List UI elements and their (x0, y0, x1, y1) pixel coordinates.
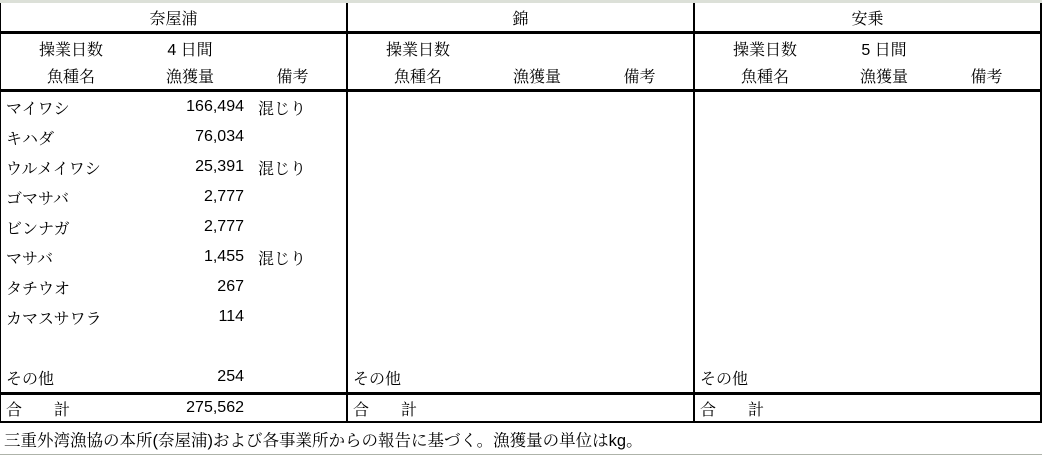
species-header: 魚種名 (393, 69, 442, 86)
species-cell: ビンナガ (6, 220, 70, 238)
remarks-cell (597, 92, 693, 122)
species-cell: カマスサワラ (6, 310, 102, 328)
column-header-row (1, 62, 1042, 92)
species-cell (348, 272, 493, 302)
catch-cell (493, 332, 597, 362)
row-group-cell (348, 242, 695, 272)
table-row (1, 272, 1042, 302)
row-group-cell (1, 92, 348, 122)
catch-cell (840, 152, 944, 182)
remarks-cell (944, 182, 1040, 212)
group-title-nayaura: 奈屋浦 (1, 3, 348, 31)
days-label: 操業日数 (385, 41, 450, 59)
table-row (1, 122, 1042, 152)
row-group-cell (1, 362, 348, 392)
remarks-cell (597, 242, 693, 272)
remarks-cell (250, 362, 346, 392)
species-cell (348, 242, 493, 272)
catch-cell (840, 92, 944, 122)
footer-note: 三重外湾漁協の本所(奈屋浦)および各事業所からの報告に基づく。漁獲量の単位はkg。 (0, 423, 1042, 455)
species-cell (695, 212, 840, 242)
species-header: 魚種名 (46, 69, 95, 86)
row-group-cell (348, 272, 695, 302)
days-label: 操業日数 (732, 41, 797, 59)
total-label: 合 計 (700, 401, 765, 419)
catch-cell (493, 182, 597, 212)
table-row (1, 242, 1042, 272)
row-group-cell (348, 362, 695, 392)
days-spacer (933, 34, 1040, 62)
species-cell (348, 182, 493, 212)
catch-cell (493, 152, 597, 182)
row-group-cell (1, 152, 348, 182)
remarks-cell (944, 212, 1040, 242)
days-value (488, 34, 586, 62)
remarks-cell (597, 212, 693, 242)
catch-cell (840, 122, 944, 152)
remarks-cell (944, 302, 1040, 332)
total-spacer (597, 395, 693, 421)
species-cell: マイワシ (6, 100, 70, 118)
species-cell (1, 332, 146, 362)
remarks-cell: 混じり (258, 100, 307, 118)
days-spacer (586, 34, 693, 62)
catch-cell (840, 302, 944, 332)
species-cell: ウルメイワシ (6, 160, 101, 178)
species-cell (348, 332, 493, 362)
table-row (1, 302, 1042, 332)
remarks-cell (944, 362, 1040, 392)
catch-header: 漁獲量 (512, 69, 561, 86)
days-group-nayaura (1, 34, 348, 62)
remarks-cell (944, 122, 1040, 152)
total-group-nishiki (348, 395, 695, 421)
species-cell: ゴマサバ (6, 190, 70, 208)
remarks-cell (597, 122, 693, 152)
row-group-cell (695, 122, 1042, 152)
total-value (493, 395, 597, 421)
total-spacer (944, 395, 1040, 421)
remarks-cell (250, 212, 346, 242)
row-group-cell (695, 92, 1042, 122)
catch-cell: 76,034 (195, 128, 244, 145)
catch-cell (493, 302, 597, 332)
species-cell: その他 (353, 370, 402, 388)
remarks-header: 備考 (623, 69, 656, 86)
row-group-cell (695, 152, 1042, 182)
catch-cell (493, 362, 597, 392)
catch-cell: 166,494 (186, 98, 244, 115)
catch-cell (840, 272, 944, 302)
catch-cell (493, 92, 597, 122)
row-group-cell (695, 182, 1042, 212)
catch-cell (493, 212, 597, 242)
catch-cell (840, 182, 944, 212)
row-group-cell (695, 362, 1042, 392)
days-value: 4 日間 (167, 41, 213, 59)
remarks-cell (250, 182, 346, 212)
row-group-cell (348, 302, 695, 332)
catch-cell (840, 362, 944, 392)
row-group-cell (348, 332, 695, 362)
days-label: 操業日数 (38, 41, 103, 59)
table-row (1, 212, 1042, 242)
row-group-cell (695, 242, 1042, 272)
row-group-cell (1, 182, 348, 212)
remarks-cell (597, 152, 693, 182)
species-cell: その他 (6, 370, 55, 388)
catch-cell: 254 (217, 368, 244, 385)
row-group-cell (1, 122, 348, 152)
row-group-cell (695, 302, 1042, 332)
catch-cell (840, 212, 944, 242)
days-group-nishiki (348, 34, 695, 62)
row-group-cell (348, 92, 695, 122)
remarks-cell (250, 302, 346, 332)
species-cell (695, 122, 840, 152)
row-group-cell (348, 122, 695, 152)
group-title-nishiki: 錦 (348, 3, 695, 31)
row-group-cell (695, 272, 1042, 302)
group-title-row (1, 3, 1042, 34)
row-group-cell (1, 302, 348, 332)
catch-cell (493, 122, 597, 152)
remarks-cell (250, 122, 346, 152)
total-label: 合 計 (6, 401, 71, 419)
remarks-cell (597, 332, 693, 362)
remarks-header: 備考 (970, 69, 1003, 86)
remarks-cell (597, 272, 693, 302)
species-cell (695, 272, 840, 302)
catch-cell (146, 332, 250, 362)
header-group-nishiki (348, 62, 695, 89)
species-cell (695, 242, 840, 272)
species-cell: その他 (700, 370, 749, 388)
row-group-cell (695, 332, 1042, 362)
remarks-cell (250, 272, 346, 302)
species-cell (695, 332, 840, 362)
row-group-cell (1, 242, 348, 272)
total-row (1, 392, 1042, 423)
table-row (1, 152, 1042, 182)
species-cell (348, 122, 493, 152)
species-cell (348, 152, 493, 182)
group-title-anori: 安乗 (695, 3, 1042, 31)
total-label: 合 計 (353, 401, 418, 419)
remarks-cell (944, 272, 1040, 302)
remarks-cell (944, 332, 1040, 362)
remarks-cell: 混じり (258, 250, 307, 268)
table-row (1, 362, 1042, 392)
species-cell: キハダ (6, 130, 55, 148)
total-group-anori (695, 395, 1042, 421)
catch-cell: 2,777 (203, 188, 244, 205)
catch-cell (493, 272, 597, 302)
remarks-cell (944, 92, 1040, 122)
catch-cell: 267 (217, 278, 244, 295)
remarks-cell (597, 182, 693, 212)
table-row (1, 92, 1042, 122)
total-group-nayaura (1, 395, 348, 421)
remarks-cell (597, 362, 693, 392)
catch-cell (840, 242, 944, 272)
days-group-anori (695, 34, 1042, 62)
row-group-cell (1, 332, 348, 362)
species-cell: タチウオ (6, 280, 71, 298)
total-value (840, 395, 944, 421)
species-cell (695, 302, 840, 332)
species-cell: マサバ (6, 250, 54, 268)
total-value: 275,562 (186, 399, 244, 416)
remarks-cell (597, 302, 693, 332)
catch-cell (493, 242, 597, 272)
catch-cell: 114 (218, 308, 244, 325)
remarks-cell (250, 332, 346, 362)
row-group-cell (348, 212, 695, 242)
remarks-cell (944, 242, 1040, 272)
header-group-nayaura (1, 62, 348, 89)
table-row (1, 332, 1042, 362)
species-cell (348, 92, 493, 122)
catch-cell (840, 332, 944, 362)
data-rows-section (1, 92, 1042, 392)
species-header: 魚種名 (740, 69, 789, 86)
table-row (1, 182, 1042, 212)
header-group-anori (695, 62, 1042, 89)
catch-report-table (0, 3, 1042, 423)
total-spacer (250, 395, 346, 421)
catch-cell: 1,455 (203, 248, 244, 265)
row-group-cell (1, 272, 348, 302)
catch-cell: 25,391 (195, 158, 244, 175)
remarks-header: 備考 (276, 69, 309, 86)
remarks-cell: 混じり (258, 160, 307, 178)
remarks-cell (944, 152, 1040, 182)
species-cell (695, 182, 840, 212)
row-group-cell (348, 182, 695, 212)
catch-header: 漁獲量 (165, 69, 214, 86)
species-cell (348, 212, 493, 242)
row-group-cell (348, 152, 695, 182)
row-group-cell (1, 212, 348, 242)
days-spacer (239, 34, 346, 62)
catch-cell: 2,777 (203, 218, 244, 235)
operating-days-row (1, 34, 1042, 62)
catch-header: 漁獲量 (859, 69, 908, 86)
row-group-cell (695, 212, 1042, 242)
species-cell (695, 92, 840, 122)
species-cell (695, 152, 840, 182)
days-value: 5 日間 (861, 41, 907, 59)
species-cell (348, 302, 493, 332)
